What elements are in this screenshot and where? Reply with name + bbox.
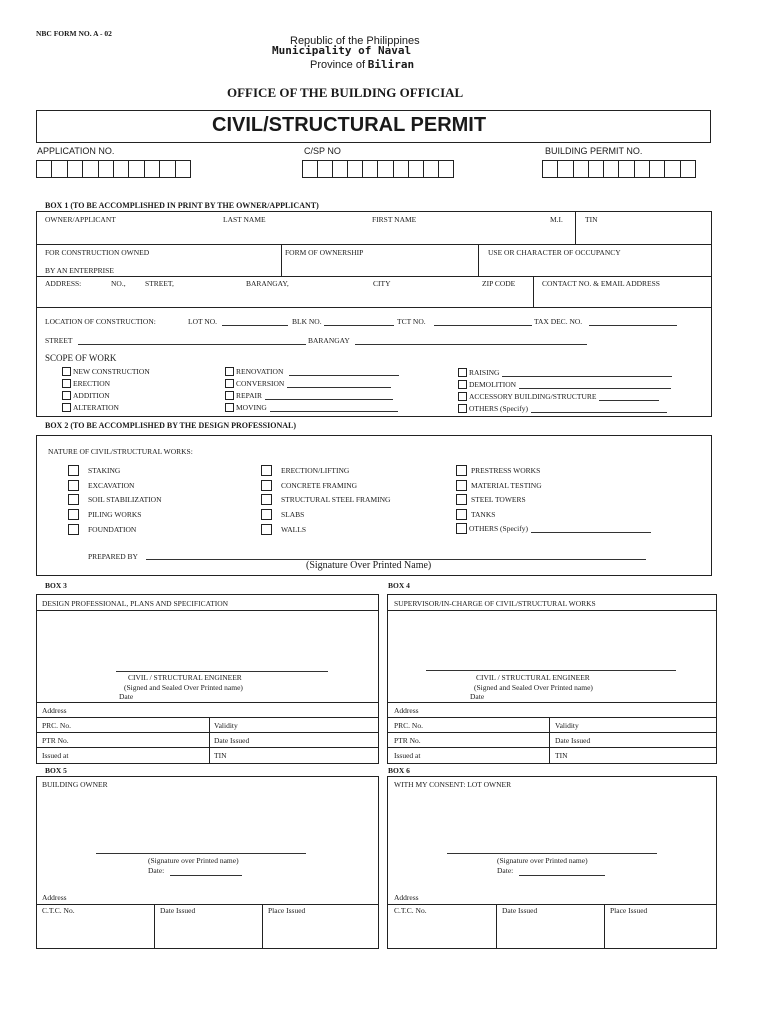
republic-line: Republic of the Philippines [290, 35, 420, 47]
nature-others[interactable] [456, 523, 651, 534]
checkbox-icon [225, 391, 234, 400]
office-title: OFFICE OF THE BUILDING OFFICIAL [227, 85, 464, 100]
tax-dec-label: TAX DEC. NO. [534, 317, 583, 326]
box6-address-label: Address [394, 893, 419, 902]
nature-slabs[interactable] [261, 509, 304, 520]
checkbox-icon [456, 494, 467, 505]
box3-title: DESIGN PROFESSIONAL, PLANS AND SPECIFICATION [42, 599, 229, 608]
box3-engineer-caption: CIVIL / STRUCTURAL ENGINEER [128, 673, 242, 682]
tct-no-label: TCT NO. [397, 317, 426, 326]
box5-place-issued-label: Place Issued [268, 906, 306, 915]
nature-label: STAKING [88, 466, 121, 475]
by-enterprise-label: BY AN ENTERPRISE [45, 266, 114, 275]
nature-excavation[interactable] [68, 480, 134, 491]
checkbox-icon [261, 465, 272, 476]
csp-no-cells[interactable] [302, 160, 454, 178]
location-barangay-label: BARANGAY [308, 336, 350, 345]
box1-heading: BOX 1 (TO BE ACCOMPLISHED IN PRINT BY THE OWNER/APPLICANT) [45, 201, 319, 210]
lot-no-label: LOT NO. [188, 317, 218, 326]
scope-new-construction[interactable] [62, 367, 150, 376]
checkbox-icon [261, 480, 272, 491]
last-name-label: LAST NAME [223, 215, 266, 224]
nature-tanks[interactable] [456, 509, 495, 520]
box4-label: BOX 4 [388, 581, 410, 590]
box3-prc-label: PRC. No. [42, 721, 71, 730]
checkbox-icon [456, 509, 467, 520]
tax-dec-field[interactable] [589, 325, 677, 326]
nature-label: MATERIAL TESTING [471, 481, 542, 490]
nature-erection-lifting[interactable] [261, 465, 349, 476]
scope-conversion[interactable] [225, 379, 391, 388]
nature-label: PILING WORKS [88, 510, 142, 519]
checkbox-icon [68, 509, 79, 520]
box3-issued-at-label: Issued at [42, 751, 69, 760]
province-prefix: Province of [310, 59, 366, 71]
box5-label: BOX 5 [45, 766, 67, 775]
box4-address-label: Address [394, 706, 419, 715]
building-permit-no-label: BUILDING PERMIT NO. [545, 146, 643, 156]
checkbox-icon [62, 403, 71, 412]
nature-foundation[interactable] [68, 524, 136, 535]
checkbox-icon [68, 465, 79, 476]
scope-label: REPAIR [236, 391, 262, 400]
construction-owned-label: FOR CONSTRUCTION OWNED [45, 248, 150, 257]
checkbox-icon [458, 380, 467, 389]
address-city-label: CITY [373, 279, 391, 288]
scope-others[interactable] [458, 404, 667, 413]
nature-label: PRESTRESS WORKS [471, 466, 541, 475]
nature-label: STEEL TOWERS [471, 495, 526, 504]
box4-signature-line[interactable] [426, 670, 676, 671]
nature-walls[interactable] [261, 524, 306, 535]
box5-address-label: Address [42, 893, 67, 902]
box5-signature-line[interactable] [96, 853, 306, 854]
checkbox-icon [62, 391, 71, 400]
checkbox-icon [458, 404, 467, 413]
box6-ctc-label: C.T.C. No. [394, 906, 427, 915]
application-no-label: APPLICATION NO. [37, 146, 115, 156]
location-street-label: STREET [45, 336, 73, 345]
checkbox-icon [456, 523, 467, 534]
box5-title: BUILDING OWNER [42, 780, 108, 789]
box4-issued-at-label: Issued at [394, 751, 421, 760]
nature-label: SLABS [281, 510, 305, 519]
building-permit-no-cells[interactable] [542, 160, 696, 178]
scope-label: DEMOLITION [469, 380, 517, 389]
lot-no-field[interactable] [222, 325, 288, 326]
nature-staking[interactable] [68, 465, 120, 476]
checkbox-icon [458, 368, 467, 377]
box4-ptr-label: PTR No. [394, 736, 421, 745]
nature-steel-towers[interactable] [456, 494, 526, 505]
box6-date-label: Date: [497, 866, 514, 875]
box6-date-issued-label: Date Issued [502, 906, 538, 915]
address-barangay-label: BARANGAY, [246, 279, 289, 288]
municipality-line: Municipality of Naval [272, 44, 412, 57]
scope-label: NEW CONSTRUCTION [73, 367, 150, 376]
address-no-label: NO., [111, 279, 126, 288]
box1-frame [36, 211, 712, 308]
location-barangay-field[interactable] [355, 344, 587, 345]
tin-label: TIN [585, 215, 598, 224]
nature-label: OTHERS (Specify) [469, 524, 528, 533]
scope-alteration[interactable] [62, 403, 119, 412]
box4-date-issued-label: Date Issued [555, 736, 591, 745]
nature-label: EXCAVATION [88, 481, 135, 490]
scope-label: RENOVATION [236, 367, 284, 376]
box3-tin-label: TIN [214, 751, 227, 760]
box3-signature-line[interactable] [116, 671, 328, 672]
box5-date-field[interactable] [170, 875, 242, 876]
box3-date-issued-label: Date Issued [214, 736, 250, 745]
nature-label: SOIL STABILIZATION [88, 495, 162, 504]
scope-label: ERECTION [73, 379, 111, 388]
use-occupancy-label: USE OR CHARACTER OF OCCUPANCY [488, 248, 621, 257]
checkbox-icon [456, 465, 467, 476]
box4-signed-caption: (Signed and Sealed Over Printed name) [474, 683, 593, 692]
contact-label: CONTACT NO. & EMAIL ADDRESS [542, 279, 660, 288]
tct-no-field[interactable] [434, 325, 532, 326]
nature-label: CONCRETE FRAMING [281, 481, 358, 490]
box6-date-field[interactable] [519, 875, 605, 876]
first-name-label: FIRST NAME [372, 215, 417, 224]
box6-label: BOX 6 [388, 766, 410, 775]
scope-label: OTHERS (Specify) [469, 404, 528, 413]
location-street-field[interactable] [78, 344, 306, 345]
box5-signature-caption: (Signature over Printed name) [148, 856, 239, 865]
scope-label: MOVING [236, 403, 267, 412]
box6-title: WITH MY CONSENT: LOT OWNER [394, 780, 512, 789]
page-title: CIVIL/STRUCTURAL PERMIT [212, 114, 487, 136]
box3-date-label: Date [119, 692, 134, 701]
scope-label: ALTERATION [73, 403, 119, 412]
address-street-label: STREET, [145, 279, 174, 288]
scope-raising[interactable] [458, 368, 672, 377]
province-name: Biliran [367, 58, 415, 71]
box5-date-issued-label: Date Issued [160, 906, 196, 915]
scope-repair[interactable] [225, 391, 393, 400]
nature-label: TANKS [471, 510, 496, 519]
nature-label: NATURE OF CIVIL/STRUCTURAL WORKS: [48, 447, 193, 456]
box4-date-label: Date [470, 692, 485, 701]
scope-label: ACCESSORY BUILDING/STRUCTURE [469, 392, 597, 401]
box3-label: BOX 3 [45, 581, 67, 590]
box6-place-issued-label: Place Issued [610, 906, 648, 915]
scope-label: ADDITION [73, 391, 110, 400]
box4-tin-label: TIN [555, 751, 568, 760]
nature-concrete-framing[interactable] [261, 480, 357, 491]
checkbox-icon [68, 494, 79, 505]
scope-renovation[interactable] [225, 367, 399, 376]
box6-signature-line[interactable] [447, 853, 657, 854]
nature-label: ERECTION/LIFTING [281, 466, 350, 475]
checkbox-icon [68, 524, 79, 535]
box2-heading: BOX 2 (TO BE ACCOMPLISHED BY THE DESIGN PROFESSIONAL) [45, 421, 297, 430]
zip-code-label: ZIP CODE [482, 279, 516, 288]
checkbox-icon [68, 480, 79, 491]
scope-erection[interactable] [62, 379, 110, 388]
box5-date-label: Date: [148, 866, 165, 875]
scope-label: RAISING [469, 368, 500, 377]
checkbox-icon [261, 509, 272, 520]
box3-ptr-label: PTR No. [42, 736, 69, 745]
checkbox-icon [225, 403, 234, 412]
scope-moving[interactable] [225, 403, 398, 412]
signature-caption: (Signature Over Printed Name) [306, 560, 432, 571]
box3-validity-label: Validity [214, 721, 238, 730]
checkbox-icon [261, 524, 272, 535]
owner-applicant-label: OWNER/APPLICANT [45, 215, 116, 224]
checkbox-icon [225, 367, 234, 376]
scope-of-work-label: SCOPE OF WORK [45, 353, 117, 363]
nature-material-testing[interactable] [456, 480, 542, 491]
checkbox-icon [458, 392, 467, 401]
checkbox-icon [456, 480, 467, 491]
scope-label: CONVERSION [236, 379, 285, 388]
form-of-ownership-label: FORM OF OWNERSHIP [285, 248, 364, 257]
nature-label: FOUNDATION [88, 525, 137, 534]
box4-prc-label: PRC. No. [394, 721, 423, 730]
prepared-by-label: PREPARED BY [88, 552, 138, 561]
box3-address-label: Address [42, 706, 67, 715]
scope-addition[interactable] [62, 391, 110, 400]
scope-accessory[interactable] [458, 392, 659, 401]
address-label: ADDRESS: [45, 279, 82, 288]
mi-label: M.I. [550, 215, 563, 224]
box5-ctc-label: C.T.C. No. [42, 906, 75, 915]
checkbox-icon [62, 379, 71, 388]
box4-engineer-caption: CIVIL / STRUCTURAL ENGINEER [476, 673, 590, 682]
blk-no-field[interactable] [324, 325, 394, 326]
blk-no-label: BLK NO. [292, 317, 322, 326]
location-label: LOCATION OF CONSTRUCTION: [45, 317, 156, 326]
nature-piling-works[interactable] [68, 509, 141, 520]
checkbox-icon [261, 494, 272, 505]
nature-soil-stabilization[interactable] [68, 494, 162, 505]
nature-label: WALLS [281, 525, 306, 534]
nature-label: STRUCTURAL STEEL FRAMING [281, 495, 391, 504]
csp-no-label: C/SP NO [304, 146, 341, 156]
scope-demolition[interactable] [458, 380, 671, 389]
checkbox-icon [62, 367, 71, 376]
box3-signed-caption: (Signed and Sealed Over Printed name) [124, 683, 243, 692]
box6-signature-caption: (Signature over Printed name) [497, 856, 588, 865]
nature-steel-framing[interactable] [261, 494, 390, 505]
application-no-cells[interactable] [36, 160, 191, 178]
checkbox-icon [225, 379, 234, 388]
box4-validity-label: Validity [555, 721, 579, 730]
nature-prestress-works[interactable] [456, 465, 540, 476]
form-number: NBC FORM NO. A - 02 [36, 29, 112, 38]
box4-title: SUPERVISOR/IN-CHARGE OF CIVIL/STRUCTURAL WORKS [394, 599, 596, 608]
province-line [310, 58, 414, 71]
